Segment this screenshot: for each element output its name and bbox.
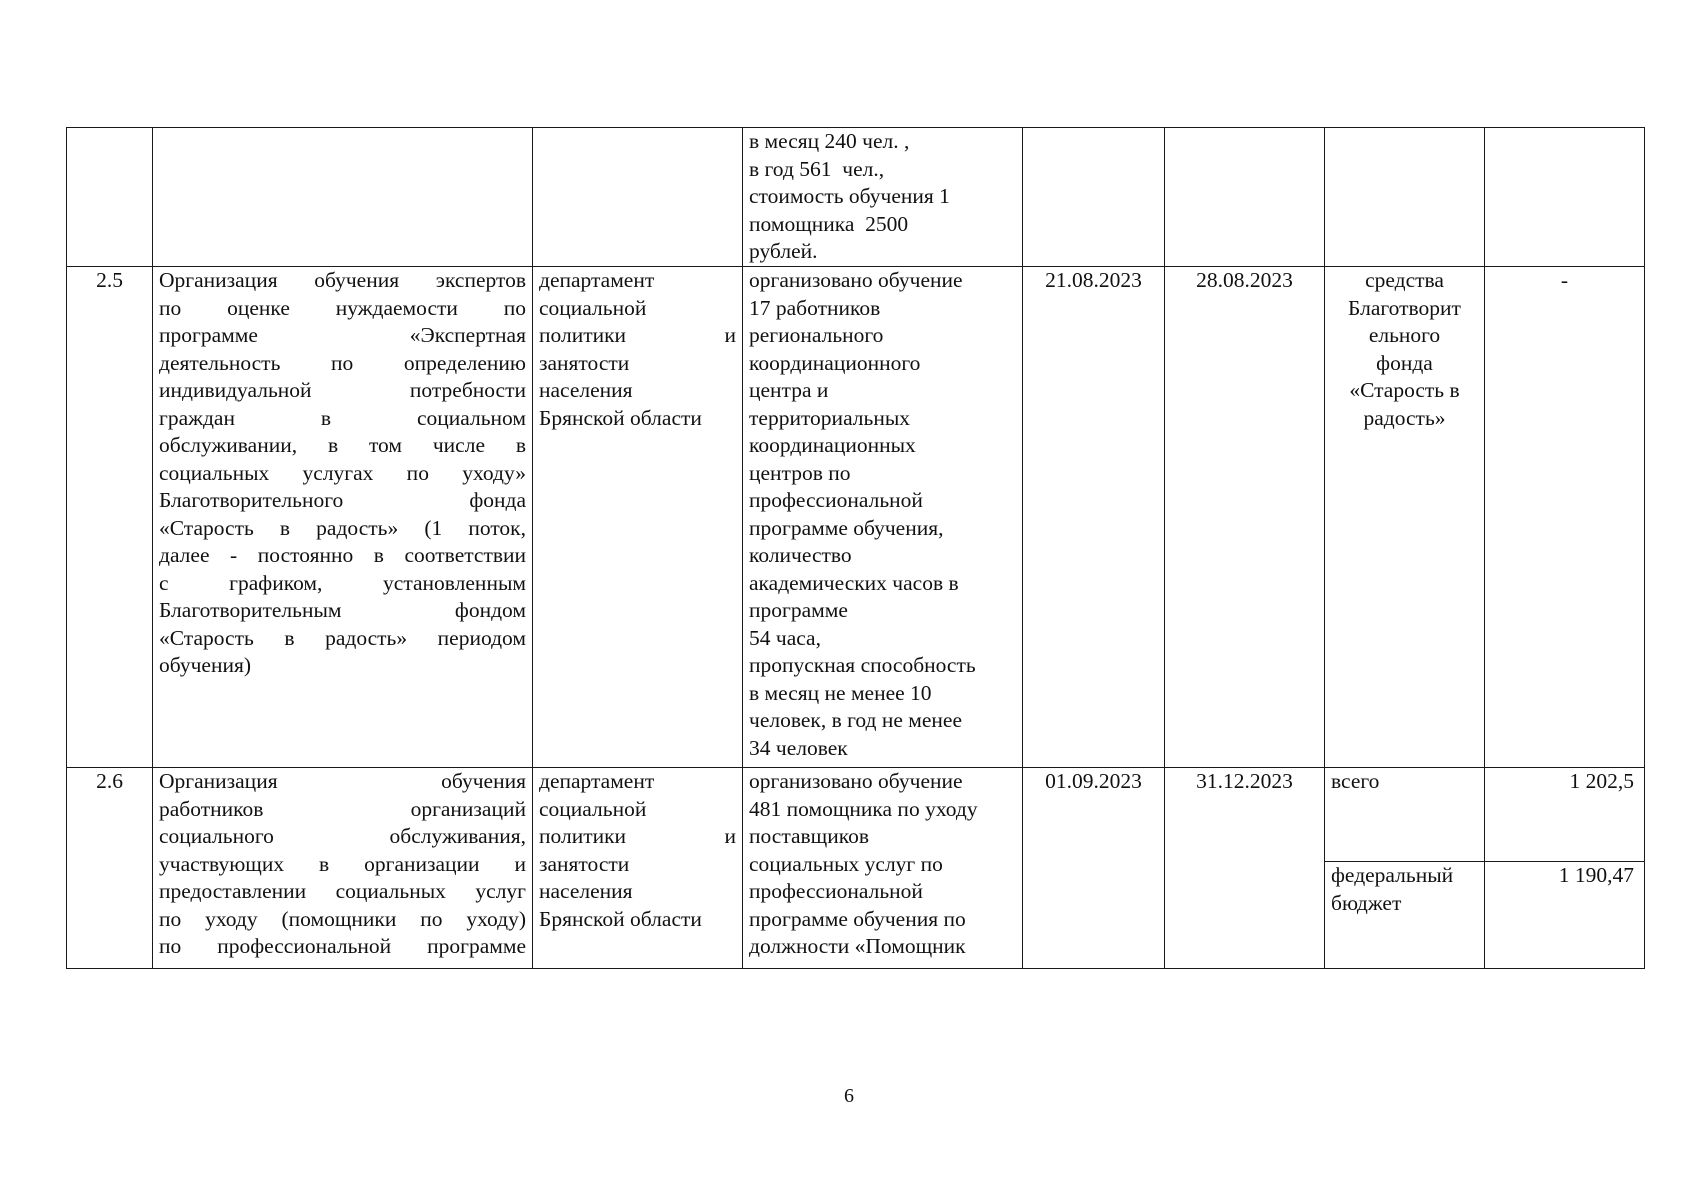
cell-start bbox=[1023, 128, 1165, 267]
executor-line: департамент bbox=[539, 268, 655, 292]
result-line: программе обучения, bbox=[749, 515, 944, 540]
cell-amount: - bbox=[1485, 267, 1645, 768]
cell-result bbox=[743, 768, 1023, 969]
result-line: 481 помощника по уходу bbox=[749, 796, 978, 821]
plan-table bbox=[66, 127, 1645, 969]
amount-total: 1 202,5 bbox=[1485, 768, 1644, 862]
cell-source bbox=[1325, 267, 1485, 768]
source-line: ельного bbox=[1368, 323, 1441, 347]
activity-line: с графиком, установленным bbox=[159, 570, 526, 595]
result-line: территориальных bbox=[749, 405, 911, 430]
cell-executor bbox=[533, 768, 743, 969]
result-line: регионального bbox=[749, 323, 884, 347]
result-line: количество bbox=[749, 543, 852, 567]
activity-line: Организация обучения экспертов bbox=[159, 268, 526, 292]
cell-result bbox=[743, 267, 1023, 768]
activity-line: Организация обучения bbox=[159, 769, 526, 793]
activity-line: граждан в социальном bbox=[159, 405, 526, 430]
result-line: 17 работников bbox=[749, 295, 881, 320]
source-line: «Старость в bbox=[1349, 378, 1460, 402]
result-line: 54 часа, bbox=[749, 625, 821, 650]
executor-line: населения bbox=[539, 378, 633, 402]
cell-source bbox=[1325, 768, 1485, 969]
source-line: Благотворит bbox=[1348, 295, 1461, 320]
activity-line: социальных услугах по уходу» bbox=[159, 460, 526, 485]
cell-num: 2.5 bbox=[67, 267, 153, 768]
cell-activity bbox=[153, 768, 533, 969]
table-row bbox=[67, 267, 1645, 768]
activity-line: индивидуальной потребности bbox=[159, 378, 526, 402]
result-line: помощника 2500 bbox=[749, 211, 909, 236]
activity-line: работников организаций bbox=[159, 796, 526, 821]
result-line: координационных bbox=[749, 433, 916, 457]
cell-num bbox=[67, 128, 153, 267]
cell-num: 2.6 bbox=[67, 768, 153, 969]
result-line: программе bbox=[749, 598, 848, 622]
cell-amount bbox=[1485, 768, 1645, 969]
source-line: средства bbox=[1365, 268, 1444, 292]
cell-executor bbox=[533, 128, 743, 267]
result-line: должности «Помощник bbox=[749, 934, 966, 958]
executor-line: политики и bbox=[539, 323, 736, 347]
activity-line: по профессиональной программе bbox=[159, 934, 526, 958]
activity-line: деятельность по определению bbox=[159, 350, 526, 375]
executor-line: Брянской области bbox=[539, 405, 702, 430]
result-line: академических часов в bbox=[749, 570, 959, 595]
cell-start-date: 01.09.2023 bbox=[1023, 768, 1165, 969]
cell-executor bbox=[533, 267, 743, 768]
result-line: социальных услуг по bbox=[749, 851, 943, 876]
activity-line: социального обслуживания, bbox=[159, 824, 526, 848]
result-line: стоимость обучения 1 bbox=[749, 184, 950, 208]
result-line: центра и bbox=[749, 378, 829, 402]
executor-line: социальной bbox=[539, 295, 647, 320]
activity-line: по уходу (помощники по уходу) bbox=[159, 906, 526, 931]
executor-line: департамент bbox=[539, 769, 655, 793]
activity-line: «Старость в радость» периодом bbox=[159, 625, 526, 650]
activity-line: Благотворительного фонда bbox=[159, 488, 526, 512]
amount-federal: 1 190,47 bbox=[1558, 863, 1634, 887]
table-row bbox=[67, 768, 1645, 969]
result-line: в месяц не менее 10 bbox=[749, 680, 932, 705]
source-total: всего bbox=[1325, 768, 1484, 862]
cell-end-date: 28.08.2023 bbox=[1165, 267, 1325, 768]
cell-amount bbox=[1485, 128, 1645, 267]
activity-line: предоставлении социальных услуг bbox=[159, 879, 526, 903]
cell-start-date: 21.08.2023 bbox=[1023, 267, 1165, 768]
result-line: в год 561 чел., bbox=[749, 156, 885, 181]
result-line: программе обучения по bbox=[749, 906, 966, 931]
cell-result bbox=[743, 128, 1023, 267]
result-line: центров по bbox=[749, 460, 851, 485]
result-line: пропускная способность bbox=[749, 653, 976, 677]
result-line: профессиональной bbox=[749, 488, 923, 512]
activity-line: обслуживании, в том числе в bbox=[159, 433, 526, 457]
cell-end bbox=[1165, 128, 1325, 267]
result-line: поставщиков bbox=[749, 824, 870, 848]
cell-activity bbox=[153, 128, 533, 267]
source-line: радость» bbox=[1363, 405, 1446, 430]
activity-line: «Старость в радость» (1 поток, bbox=[159, 515, 526, 540]
executor-line: политики и bbox=[539, 824, 736, 848]
result-line: организовано обучение bbox=[749, 769, 963, 793]
result-line: координационного bbox=[749, 350, 921, 375]
activity-line: участвующих в организации и bbox=[159, 851, 526, 876]
executor-line: Брянской области bbox=[539, 906, 702, 931]
cell-source bbox=[1325, 128, 1485, 267]
executor-line: населения bbox=[539, 879, 633, 903]
executor-line: занятости bbox=[539, 851, 630, 876]
activity-line: далее - постоянно в соответствии bbox=[159, 543, 526, 567]
activity-line: Благотворительным фондом bbox=[159, 598, 526, 622]
result-line: организовано обучение bbox=[749, 268, 963, 292]
executor-line: социальной bbox=[539, 796, 647, 821]
cell-activity bbox=[153, 267, 533, 768]
page-number: 6 bbox=[844, 1085, 854, 1107]
source-line: фонда bbox=[1376, 350, 1433, 375]
cell-end-date: 31.12.2023 bbox=[1165, 768, 1325, 969]
result-line: в месяц 240 чел. , bbox=[749, 129, 910, 153]
activity-line: программе «Экспертная bbox=[159, 323, 526, 347]
activity-line: по оценке нуждаемости по bbox=[159, 295, 526, 320]
executor-line: занятости bbox=[539, 350, 630, 375]
result-line: профессиональной bbox=[749, 879, 923, 903]
table-row bbox=[67, 128, 1645, 267]
result-line: 34 человек bbox=[749, 735, 848, 760]
activity-line: обучения) bbox=[159, 653, 252, 677]
result-line: человек, в год не менее bbox=[749, 708, 963, 732]
source-federal: федеральный бюджет bbox=[1331, 863, 1454, 915]
result-line: рублей. bbox=[749, 239, 818, 263]
